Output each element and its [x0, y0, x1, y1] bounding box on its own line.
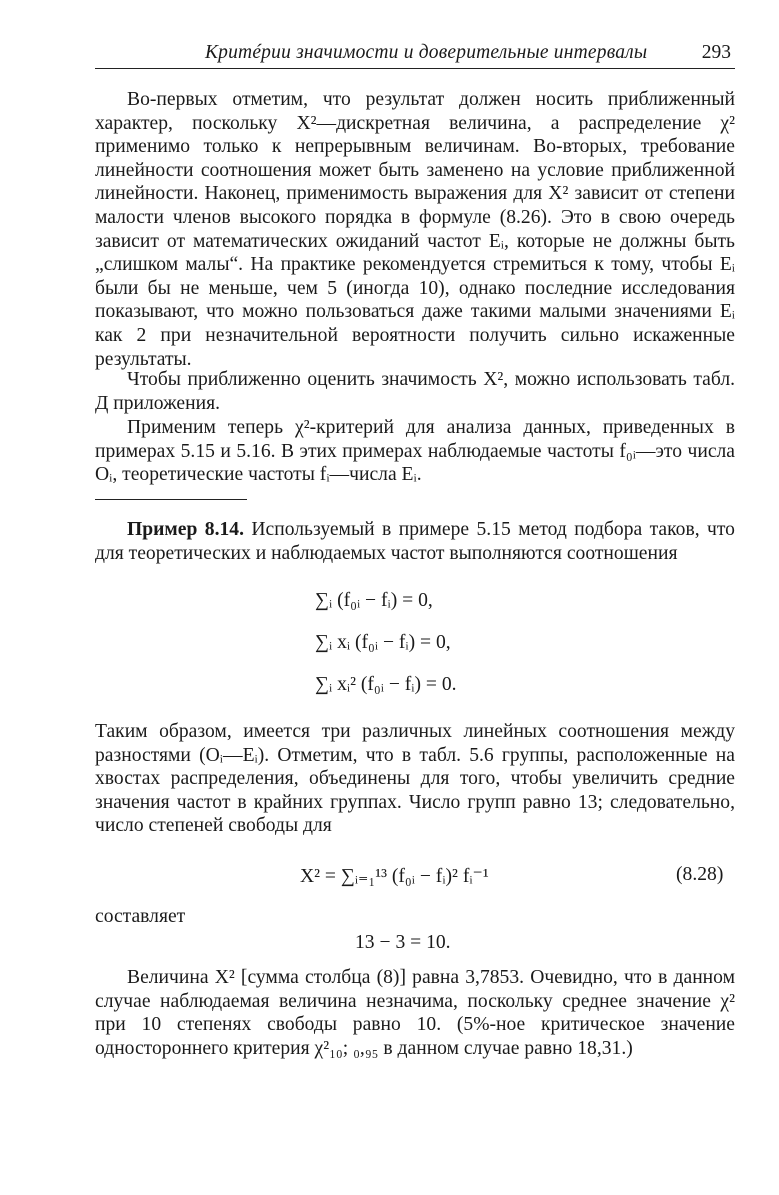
formula-2: ∑ᵢ xᵢ (f₀ᵢ − fᵢ) = 0, — [315, 632, 451, 653]
page-number: 293 — [701, 42, 731, 63]
main-formula: X² = ∑ᵢ₌₁¹³ (f₀ᵢ − fᵢ)² fᵢ⁻¹ — [300, 866, 489, 887]
paragraph-2: Чтобы приближенно оценить значимость X², можно использовать табл. Д приложения. — [95, 369, 735, 414]
example-text: Используемый в примере 5.15 метод подбора таков, что для теоретических и наблюдаемых частот выполняются соотношения — [95, 519, 735, 564]
page-header — [95, 42, 735, 69]
dof-formula: 13 − 3 = 10. — [355, 932, 451, 953]
paragraph-4: Таким образом, имеется три различных линейных соотношения между разностями (Oᵢ—Eᵢ). Отметим, что в табл. 5.6 группы, расположенные на хвостах распределения, объединены для того, чтобы увеличить средние значения частот в крайних группах. Число групп равно 13; следовательно, число степеней свободы для — [95, 721, 735, 837]
example-paragraph — [95, 518, 735, 565]
formula-1: ∑ᵢ (f₀ᵢ − fᵢ) = 0, — [315, 590, 433, 611]
formula-3: ∑ᵢ xᵢ² (f₀ᵢ − fᵢ) = 0. — [315, 674, 457, 695]
paragraph-3: Применим теперь χ²-критерий для анализа данных, приведенных в примерах 5.15 и 5.16. В этих примерах наблюдаемые частоты f₀ᵢ—это числа Oᵢ, теоретические частоты fᵢ—числа Eᵢ. — [95, 417, 735, 486]
example-label: Пример 8.14. — [127, 519, 244, 540]
paragraph-5: Величина X² [сумма столбца (8)] равна 3,7853. Очевидно, что в данном случае наблюдаемая величина незначима, поскольку среднее значение χ² при 10 степенях свободы равно 10. (5%-ное критическое значение одностороннего критерия χ²₁₀; ₀,₉₅ в данном случае равно 18,31.) — [95, 967, 735, 1059]
sostavlyaet-text: составляет — [95, 906, 186, 927]
section-divider — [95, 499, 247, 500]
equation-number: (8.28) — [676, 864, 724, 885]
running-head: Критéрии значимости и доверительные интервалы — [205, 42, 648, 63]
paragraph-1: Во-первых отметим, что результат должен носить приближенный характер, поскольку X²—дискретная величина, а распределение χ² применимо только к непрерывным величинам. Во-вторых, требование линейности соотношения может быть заменено на условие приближенной линейности. Наконец, применимость выражения для X² зависит от степени малости членов высокого порядка в формуле (8.26). Это в свою очередь зависит от математических ожиданий частот Eᵢ, которые не должны быть „слишком малы“. На практике рекомендуется стремиться к тому, чтобы Eᵢ были бы не меньше, чем 5 (иногда 10), однако последние исследования показывают, что можно пользоваться даже такими малыми значениями Eᵢ как 2 при незначительной вероятности получить сильно искаженные результаты. — [95, 89, 735, 370]
